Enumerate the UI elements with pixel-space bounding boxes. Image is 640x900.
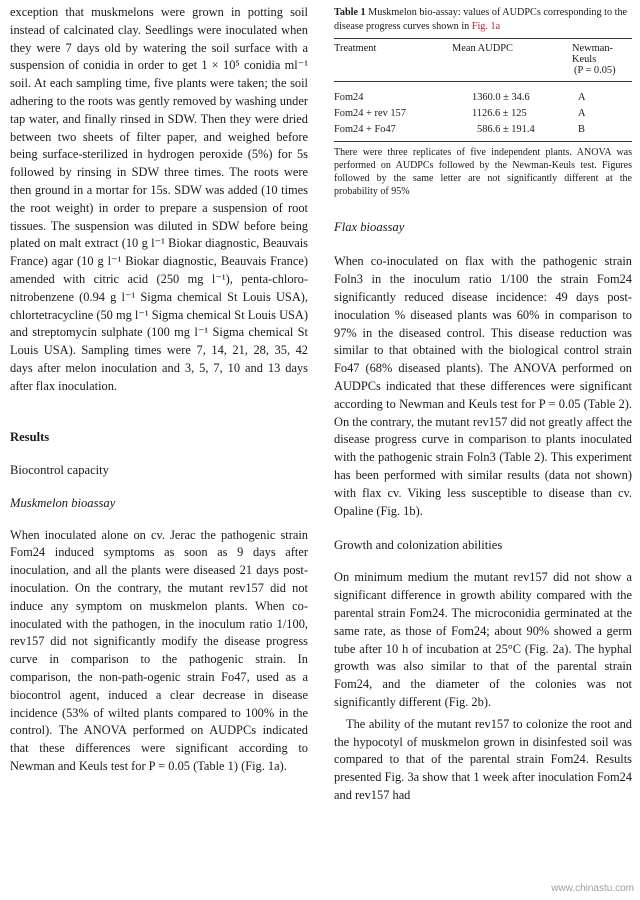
results-heading: Results bbox=[10, 429, 50, 444]
fig-2b-link[interactable]: 2b bbox=[471, 694, 484, 709]
methods-paragraph: exception that muskmelons were grown in potting soil instead of calcinated clay. Seedlings were inoculated when they were 7 days old by watering the soil surface with a suspension of conidia in order to get 1 × 10⁵ conidia ml⁻¹ soil. At each sampling time, five plants were taken; the soil adhering to the roots was gently removed by washing under tap water, and finally rinsed in SDW. Then they were dried between two sheets of filter paper, and weighed before being surface-sterilized in hydrogen peroxide (5%) for 5s followed by rinsing in SDW three times. The roots were then ground in a mortar for 15s. SDW was added (10 times the root weight) in order to prepare a suspension of root tissues. The suspension was diluted in SDW before being plated on malt extract (10 g l⁻¹ Biokar diagnostic, Beauvais France) agar (10 g l⁻¹ Biokar diagnostic, Beauvais France) amended with citric acid (250 mg l⁻¹), penta-chloro-nitrobenzene (0.94 g l⁻¹ Sigma chemical St Louis USA), chlortetracycline (50 mg l⁻¹ Sigma chemical St Louis USA) and streptomycin sulphate (100 mg l⁻¹ Sigma chemical St Louis USA). Sampling times were 7, 14, 21, 28, 35, 42 days after melon inoculation and 3, 5, 7, 10 and 13 days after flax inoculation. bbox=[10, 5, 308, 393]
flax-heading: Flax bioassay bbox=[334, 220, 405, 235]
table-header-row-2 bbox=[334, 65, 632, 82]
left-column bbox=[10, 0, 308, 776]
table-1-label: Table 1 bbox=[334, 7, 366, 18]
flax-paragraph: When co-inoculated on flax with the pathogenic strain Foln3 in the inoculum ratio 1/100 the strain Fom24 significantly reduced disease incidence: 49 days post-inoculation % diseased plants was 60% in comparison to 97% in the diseased control. This disease reduction was similar to that obtained with the biological control strain Fo47 (68% diseased plants). The ANOVA performed on AUDPCs indicated that these differences were significant according to Newman and Keuls test for P = 0.05 (Table 2). On the contrary, the mutant rev157 did not greatly affect the disease progress curve in comparison to plants inoculated with the pathogenic strain Foln3 (Table 2). This experiment has been performed with similar results (data not shown) with flax cv. Viking less susceptible to disease than cv. Opaline (Fig. 1b). bbox=[334, 254, 632, 518]
biocontrol-heading: Biocontrol capacity bbox=[10, 462, 109, 477]
growth-heading: Growth and colonization abilities bbox=[334, 538, 503, 553]
table-1-link[interactable]: Table 1 bbox=[197, 758, 234, 773]
fig-3a-link[interactable]: 3a bbox=[407, 770, 420, 785]
table-caption-fig-link[interactable]: Fig. 1a bbox=[471, 20, 501, 32]
table-row: Fom24 + rev 157 1126.6 ± 125 A bbox=[334, 108, 586, 120]
table-1-caption: Table 1 Muskmelon bio-assay: values of AUDPCs corresponding to the disease progress curves shown in Fig. 1a bbox=[334, 7, 628, 32]
header-treatment: Treatment bbox=[334, 43, 377, 55]
fig-1a-link[interactable]: Fig. 1a bbox=[245, 758, 280, 773]
header-newman-keuls: Newman-Keuls bbox=[572, 43, 613, 66]
table-row: Fom24 1360.0 ± 34.6 A bbox=[334, 92, 586, 104]
growth-paragraph: On minimum medium the mutant rev157 did not show a significant difference in growth ability compared with the parental strain Fom24. The microconidia germinated at the same rate, as those of Fom24; about 90% showed a germ tube after 10 h of incubation at 25°C (Fig. 2a). The hyphal growth was also similar to that of the parental strain Fom24, and the diameter of the colonies was not significantly different (Fig. 2b). bbox=[334, 570, 632, 709]
header-p-value: (P = 0.05) bbox=[574, 65, 616, 77]
table-2-link[interactable]: Table 2 bbox=[503, 450, 541, 465]
table-1 bbox=[334, 38, 632, 142]
table-header-row bbox=[334, 39, 632, 66]
table-2-link[interactable]: Table 2 bbox=[587, 396, 625, 411]
fig-2a-link[interactable]: 2a bbox=[552, 641, 565, 656]
right-column bbox=[334, 0, 632, 805]
table-1-footnote: There were three replicates of five independent plants. ANOVA was performed on AUDPCs followed by the Newman-Keuls test. Figures followed by the same letter are not significantly different at the probability of 95% bbox=[334, 147, 632, 197]
colonization-paragraph: The ability of the mutant rev157 to colonize the root and the hypocotyl of muskmelon grown in disinfested soil was compared to that of the parental strain Fom24. Results presented Fig. 3a show that 1 week after inoculation Fom24 and rev157 had bbox=[334, 716, 632, 802]
site-watermark: www.chinastu.com bbox=[551, 883, 634, 894]
muskmelon-paragraph: When inoculated alone on cv. Jerac the pathogenic strain Fom24 induced symptoms as soon as 9 days after inoculation, and all the plants were diseased 21 days post-inoculation. On the contrary, the mutant rev157 did not induce any symptom on muskmelon plants. When co-inoculated with the pathogen, in the inoculum ratio 1/100, rev157 did not significantly modify the disease progress curve in comparison to the pathogenic strain. In comparison, the non-path-ogenic strain Fo47, used as a biocontrol agent, induced a clear decrease in disease incidence (53% of wilted plants compared to 100% in the control). The ANOVA performed on AUDPCs indicated that these differences were significant according to Newman and Keuls test for P = 0.05 (Table 1) (Fig. 1a). bbox=[10, 527, 308, 773]
table-row: Fom24 + Fo47 586.6 ± 191.4 B bbox=[334, 119, 632, 142]
muskmelon-heading: Muskmelon bioassay bbox=[10, 495, 116, 510]
header-mean-audpc: Mean AUDPC bbox=[452, 43, 513, 55]
fig-1b-link[interactable]: 1b bbox=[403, 503, 416, 518]
